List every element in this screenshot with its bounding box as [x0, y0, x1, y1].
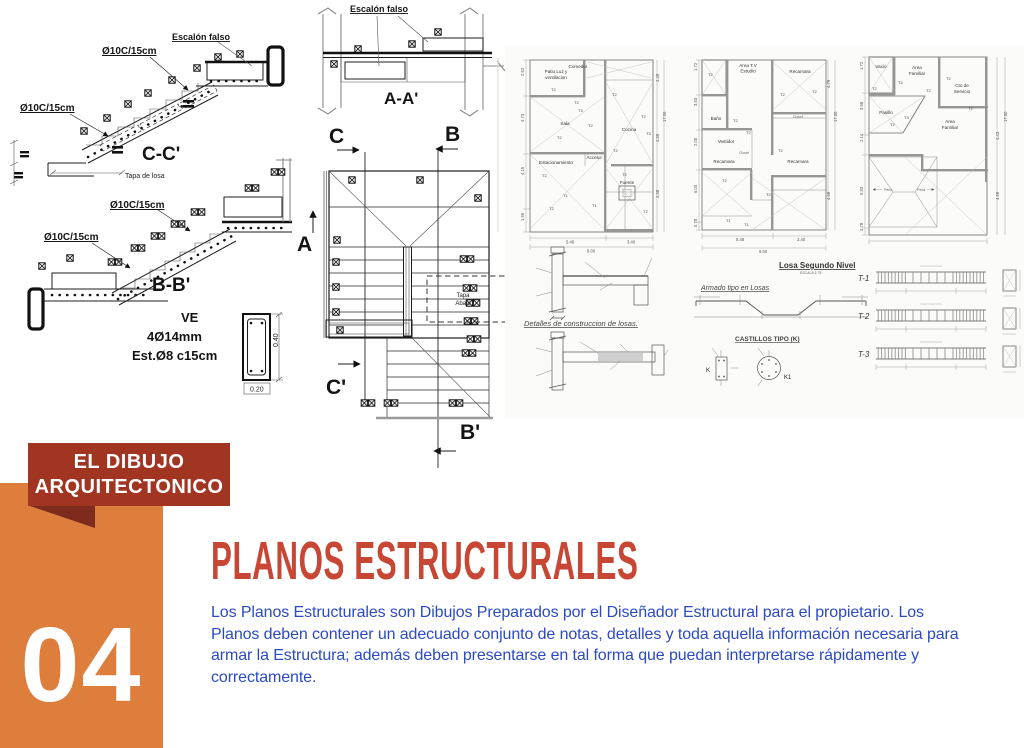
- svg-text:4.43: 4.43: [995, 131, 1000, 140]
- detalles-losas-title: Detalles de construccion de losas.: [524, 319, 638, 328]
- svg-text:9.00: 9.00: [587, 248, 596, 254]
- losa-scale-label: ESCALA 1:75: [800, 271, 822, 275]
- body-paragraph: Los Planos Estructurales son Dibujos Preparados por el Diseñador Estructural para el propietario. Los Planos deben contener un adecuado conjunto de notas, detalles y toda aquella información necesaria para armar la Estructura; además deben presentarse en tal forma que puedan interpretarse rápidamente y correctamente.: [211, 604, 959, 686]
- svg-text:4.69: 4.69: [826, 191, 831, 200]
- callout-tail: [30, 506, 96, 529]
- svg-text:T2: T2: [872, 86, 877, 91]
- castillo-k-label: K: [706, 368, 711, 374]
- svg-text:5.00: 5.00: [693, 184, 698, 193]
- tapa-abajo-line2: Abajo: [455, 301, 471, 307]
- room-familiar2-b: Familiar: [941, 125, 959, 130]
- aa-section-label: A-A': [384, 89, 419, 108]
- beam-section-drawing: [132, 310, 283, 394]
- svg-text:T2: T2: [641, 114, 646, 119]
- beam-t2-label: T-2: [858, 312, 870, 321]
- svg-text:T2: T2: [542, 173, 547, 178]
- beam-title: VE: [181, 310, 199, 325]
- svg-text:5.48: 5.48: [566, 239, 575, 245]
- castillos-title: CASTILLOS TIPO (K): [735, 336, 800, 343]
- svg-text:T2: T2: [926, 88, 931, 93]
- svg-text:9.00: 9.00: [759, 249, 768, 254]
- bb-section-label: B-B': [152, 275, 191, 296]
- chapter-title-line1: EL DIBUJO: [73, 450, 185, 473]
- room-bano: Baño: [710, 116, 722, 121]
- svg-text:1.72: 1.72: [693, 62, 698, 71]
- room-cocina: Cocina: [621, 127, 637, 132]
- stair-plan-drawing: [297, 123, 507, 468]
- cut-b-label: B: [445, 123, 461, 146]
- room-vacio: Vacio: [875, 64, 887, 69]
- svg-text:2.52: 2.52: [520, 67, 525, 76]
- svg-text:T1: T1: [744, 222, 749, 227]
- chapter-callout: [28, 443, 230, 506]
- svg-text:T2: T2: [551, 87, 556, 92]
- cc-escalon-falso-label: Escalón falso: [172, 32, 231, 42]
- svg-text:T2: T2: [766, 192, 771, 197]
- cut-c2-label: C': [326, 376, 347, 399]
- pend-label-1: Pend.: [884, 188, 894, 192]
- section-bb-drawing: [29, 158, 292, 329]
- svg-text:4.79: 4.79: [826, 79, 831, 88]
- svg-text:T2: T2: [890, 122, 895, 127]
- svg-text:2.14: 2.14: [859, 133, 864, 142]
- room-recamara-3: Recamara: [787, 159, 809, 164]
- room-cto-2: Servicio: [953, 89, 971, 94]
- svg-text:T2: T2: [946, 76, 951, 81]
- cut-a-label: A: [297, 233, 313, 256]
- pend-label-2: Pend.: [917, 188, 927, 192]
- room-acceso: Acceso: [586, 155, 602, 160]
- bb-rebar-top-label: Ø10C/15cm: [110, 200, 165, 211]
- bar-splice-dashes: [100, 85, 217, 151]
- cut-b2-label: B': [460, 421, 481, 444]
- svg-text:T2: T2: [557, 135, 562, 140]
- closet-label-2: Closet: [793, 115, 803, 119]
- svg-text:T2: T2: [549, 206, 554, 211]
- svg-text:4.68: 4.68: [655, 189, 660, 198]
- beam-bars-label: 4Ø14mm: [147, 329, 202, 344]
- room-patio-2: ventilacion: [545, 75, 567, 80]
- room-recamara-1: Recamara: [789, 69, 811, 74]
- svg-text:4.49: 4.49: [655, 73, 660, 82]
- svg-text:T2: T2: [733, 118, 738, 123]
- svg-text:4.15: 4.15: [520, 166, 525, 175]
- svg-text:3.40: 3.40: [797, 237, 806, 242]
- svg-text:T1: T1: [726, 218, 731, 223]
- svg-text:T1: T1: [592, 203, 597, 208]
- svg-text:17.00: 17.00: [833, 111, 838, 122]
- svg-text:T2: T2: [612, 92, 617, 97]
- room-familiar1-b: Familiar: [908, 71, 926, 76]
- svg-text:T2: T2: [574, 100, 579, 105]
- room-area-tv-1: Area T.V: [739, 63, 757, 68]
- room-vestidor: Vestidor: [717, 139, 735, 144]
- armado-title: Armado tipo en Losas: [701, 285, 770, 292]
- svg-text:T2: T2: [898, 80, 903, 85]
- beam-stirrups-label: Est.Ø8 c15cm: [132, 348, 218, 363]
- svg-text:T1: T1: [563, 193, 568, 198]
- chapter-title-line2: ARQUITECTONICO: [34, 475, 224, 498]
- room-estacionamiento: Estacionamiento: [539, 160, 573, 165]
- room-area-tv-2: Estudio: [740, 68, 756, 74]
- closet-label-1: Closet: [739, 151, 749, 155]
- cc-rebar-low-label: Ø10C/15cm: [20, 103, 75, 114]
- svg-text:0.78: 0.78: [859, 222, 864, 231]
- svg-text:T2: T2: [778, 148, 783, 153]
- room-fuente: Fuente: [619, 180, 635, 185]
- svg-text:T2: T2: [812, 89, 817, 94]
- aa-escalon-falso-label: Escalón falso: [350, 4, 409, 14]
- room-patio-1: Patio Luz y: [544, 69, 568, 74]
- room-cto-1: Cto de: [955, 83, 969, 88]
- bb-rebar-low-label: Ø10C/15cm: [44, 232, 99, 243]
- svg-text:4.73: 4.73: [520, 113, 525, 122]
- room-sala: Sala: [560, 121, 570, 126]
- svg-text:1.72: 1.72: [859, 61, 864, 70]
- svg-text:4.59: 4.59: [655, 133, 660, 142]
- svg-text:T2: T2: [643, 209, 648, 214]
- svg-text:T2: T2: [622, 172, 627, 177]
- svg-text:T2: T2: [722, 178, 727, 183]
- svg-text:T2: T2: [968, 106, 973, 111]
- svg-text:0.78: 0.78: [693, 218, 698, 227]
- beam-height-dim: 0.40: [273, 333, 280, 347]
- cc-rebar-top-label: Ø10C/15cm: [102, 46, 157, 57]
- cc-tapa-losa-label: Tapa de losa: [125, 173, 165, 180]
- svg-text:17.06: 17.06: [662, 111, 667, 122]
- svg-text:T2: T2: [780, 92, 785, 97]
- svg-text:3.40: 3.40: [627, 239, 636, 245]
- svg-text:4.69: 4.69: [995, 191, 1000, 200]
- room-familiar2-a: Area: [945, 119, 955, 124]
- svg-text:T2: T2: [588, 123, 593, 128]
- svg-text:T3: T3: [904, 115, 909, 120]
- beam-width-dim: 0.20: [250, 386, 264, 394]
- room-recamara-2: Recamara: [713, 159, 735, 164]
- svg-text:3.53: 3.53: [693, 97, 698, 106]
- svg-text:5.83: 5.83: [859, 186, 864, 195]
- cc-section-label: C-C': [142, 144, 181, 165]
- room-pasillo: Pasillo: [879, 110, 893, 115]
- svg-text:T2: T2: [746, 130, 751, 135]
- beam-t1-label: T-1: [858, 274, 870, 283]
- section-cc-drawing: [10, 32, 283, 186]
- svg-text:T2: T2: [613, 148, 618, 153]
- svg-text:2.00: 2.00: [693, 137, 698, 146]
- svg-text:T2: T2: [708, 72, 713, 77]
- losa-segundo-nivel-title: Losa Segundo Nivel: [779, 261, 856, 270]
- room-comedor: Comedor: [568, 64, 588, 69]
- beam-t3-label: T-3: [858, 350, 870, 359]
- floor-plans-panel: [498, 46, 1024, 418]
- page-title: PLANOS ESTRUCTURALES: [211, 531, 639, 591]
- svg-text:5.48: 5.48: [736, 237, 745, 242]
- svg-text:17.00: 17.00: [1003, 111, 1008, 122]
- svg-text:T3: T3: [646, 131, 651, 136]
- castillo-k1-label: K1: [784, 375, 792, 381]
- section-aa-drawing: [318, 4, 505, 116]
- room-familiar1-a: Area: [912, 65, 922, 70]
- svg-text:1.56: 1.56: [520, 212, 525, 221]
- svg-text:3.58: 3.58: [859, 101, 864, 110]
- svg-text:T3: T3: [578, 108, 583, 113]
- cut-c-label: C: [329, 125, 345, 148]
- chapter-number: 04: [20, 606, 143, 724]
- tapa-abajo-line1: Tapa: [456, 293, 470, 299]
